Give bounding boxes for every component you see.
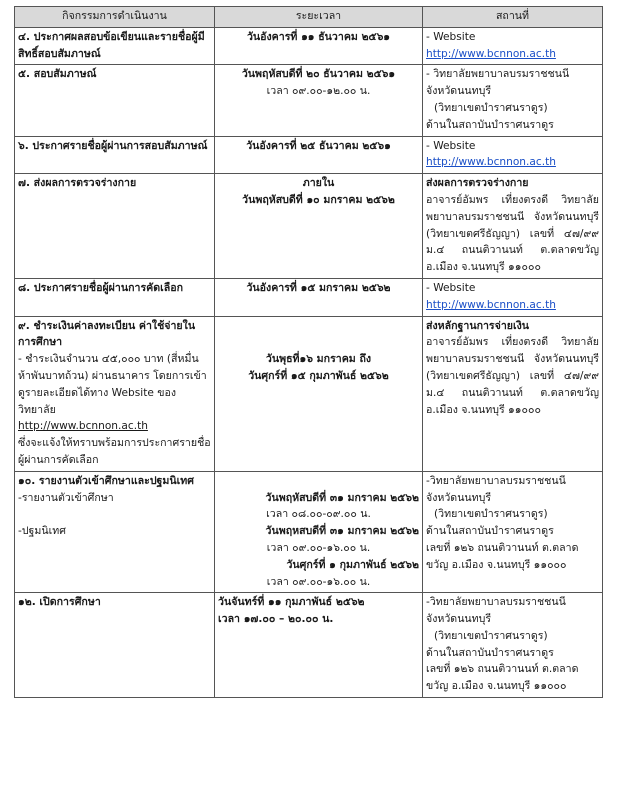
place-title: ส่งผลการตรวจร่างกาย — [426, 177, 529, 190]
period-date: วันพฤหัสบดีที่ ๓๑ มกราคม ๒๕๖๒ — [265, 491, 419, 504]
activity-cell: ๘. ประกาศรายชื่อผู้ผ่านการคัดเลือก — [15, 278, 215, 316]
activity-sub: -รายงานตัวเข้าศึกษา — [18, 491, 114, 504]
place-line: เลขที่ ๑๒๖ ถนนติวานนท์ ต.ตลาดขวัญ อ.เมือง จ.นนทบุรี ๑๑๐๐๐ — [426, 541, 579, 571]
website-link[interactable]: http://www.bcnnon.ac.th — [426, 298, 556, 311]
activity-cell: ๑๒. เปิดการศึกษา — [15, 593, 215, 698]
table-row — [15, 471, 603, 593]
activity-cell: ๗. ส่งผลการตรวจร่างกาย — [15, 174, 215, 279]
place-text: อาจารย์อัมพร เที่ยงตรงดี วิทยาลัยพยาบาลบรมราชชนนี จังหวัดนนทบุรี (วิทยาเขตศรีธัญญา) เลขที่ ๔๗/๙๙ ม.๔ ถนนติวานนท์ ต.ตลาดขวัญ อ.เมือง จ.นนทบุรี ๑๑๐๐๐ — [426, 193, 599, 274]
place-cell — [423, 27, 603, 65]
place-text: อาจารย์อัมพร เที่ยงตรงดี วิทยาลัยพยาบาลบรมราชชนนี จังหวัดนนทบุรี (วิทยาเขตศรีธัญญา) เลขที่ ๔๗/๙๙ ม.๔ ถนนติวานนท์ ต.ตลาดขวัญ อ.เมือง จ.นนทบุรี ๑๑๐๐๐ — [426, 336, 599, 416]
table-row — [15, 316, 603, 471]
place-line: ด้านในสถาบันบำราศนราดูร — [426, 525, 554, 538]
place-cell — [423, 65, 603, 136]
period-cell — [215, 316, 423, 471]
place-line: - วิทยาลัยพยาบาลบรมราชชนนี จังหวัดนนทบุรี — [426, 68, 570, 98]
place-line: -วิทยาลัยพยาบาลบรมราชชนนี จังหวัดนนทบุรี — [426, 596, 566, 626]
activity-text: ซึ่งจะแจ้งให้ทราบพร้อมการประกาศรายชื่อผู้ผ่านการคัดเลือก — [18, 437, 211, 466]
activity-cell: ๔. ประกาศผลสอบข้อเขียนและรายชื่อผู้มีสิทธิ์สอบสัมภาษณ์ — [15, 27, 215, 65]
place-title: ส่งหลักฐานการจ่ายเงิน — [426, 319, 530, 332]
place-cell — [423, 136, 603, 174]
place-line: (วิทยาเขตบำราศนราดูร) — [434, 629, 548, 642]
table-row — [15, 27, 603, 65]
table-row — [15, 65, 603, 136]
header-period: ระยะเวลา — [215, 7, 423, 28]
place-line: ด้านในสถาบันบำราศนราดูร — [426, 118, 554, 131]
table-row — [15, 278, 603, 316]
website-link[interactable]: http://www.bcnnon.ac.th — [426, 156, 556, 169]
place-label: - Website — [426, 30, 476, 43]
website-link[interactable]: http://www.bcnnon.ac.th — [426, 47, 556, 60]
place-label: - Website — [426, 139, 476, 152]
period-cell — [215, 471, 423, 593]
schedule-document — [14, 6, 602, 698]
activity-cell — [15, 471, 215, 593]
table-row — [15, 136, 603, 174]
activity-title: ๑๐. รายงานตัวเข้าศึกษาและปฐมนิเทศ — [18, 474, 194, 487]
activity-cell — [15, 316, 215, 471]
activity-cell: ๕. สอบสัมภาษณ์ — [15, 65, 215, 136]
period-line: วันพุธที่๑๖ มกราคม ถึง — [265, 353, 372, 366]
period-time: เวลา ๑๗.๐๐ – ๒๐.๐๐ น. — [218, 613, 334, 626]
activity-sub: -ปฐมนิเทศ — [18, 525, 66, 538]
place-cell — [423, 593, 603, 698]
place-line: เลขที่ ๑๒๖ ถนนติวานนท์ ต.ตลาดขวัญ อ.เมือง จ.นนทบุรี ๑๑๐๐๐ — [426, 663, 579, 693]
period-time: เวลา ๐๙.๐๐-๑๖.๐๐ น. — [266, 541, 371, 554]
period-date: วันพฤหัสบดีที่ ๒๐ ธันวาคม ๒๕๖๑ — [241, 68, 396, 81]
schedule-table — [14, 6, 603, 698]
activity-cell: ๖. ประกาศรายชื่อผู้ผ่านการสอบสัมภาษณ์ — [15, 136, 215, 174]
period-time: เวลา ๐๘.๐๐-๐๙.๐๐ น. — [266, 508, 371, 521]
place-label: - Website — [426, 281, 476, 294]
period-cell: วันอังคารที่ ๑๕ มกราคม ๒๕๖๒ — [215, 278, 423, 316]
header-activity: กิจกรรมการดำเนินงาน — [15, 7, 215, 28]
table-row — [15, 593, 603, 698]
place-line: -วิทยาลัยพยาบาลบรมราชชนนี จังหวัดนนทบุรี — [426, 474, 566, 504]
place-cell — [423, 471, 603, 593]
activity-title: ๙. ชำระเงินค่าลงทะเบียน ค่าใช้จ่ายในการศึกษา — [18, 319, 196, 349]
period-line: วันพฤหัสบดีที่ ๑๐ มกราคม ๒๕๖๒ — [242, 193, 395, 206]
period-line: วันศุกร์ที่ ๑๕ กุมภาพันธ์ ๒๕๖๒ — [248, 369, 389, 382]
place-line: (วิทยาเขตบำราศนราดูร) — [434, 101, 548, 114]
period-cell: วันอังคารที่ ๒๕ ธันวาคม ๒๕๖๑ — [215, 136, 423, 174]
header-place: สถานที่ — [423, 7, 603, 28]
period-date: วันศุกร์ที่ ๑ กุมภาพันธ์ ๒๕๖๒ — [286, 558, 419, 571]
period-time: เวลา ๐๙.๐๐-๑๒.๐๐ น. — [266, 85, 371, 98]
place-cell — [423, 316, 603, 471]
period-cell — [215, 65, 423, 136]
period-cell: วันอังคารที่ ๑๑ ธันวาคม ๒๕๖๑ — [215, 27, 423, 65]
period-cell — [215, 174, 423, 279]
table-header-row — [15, 7, 603, 28]
period-date: วันพฤหสบดีที่ ๓๑ มกราคม ๒๕๖๒ — [265, 525, 419, 538]
period-date: วันจันทร์ที่ ๑๑ กุมภาพันธ์ ๒๕๖๒ — [218, 596, 365, 609]
period-line: ภายใน — [302, 177, 335, 190]
table-row — [15, 174, 603, 279]
place-cell — [423, 278, 603, 316]
period-cell — [215, 593, 423, 698]
place-line: ด้านในสถาบันบำราศนราดูร — [426, 646, 554, 659]
activity-text: - ชำระเงินจำนวน ๔๕,๐๐๐ บาท (สี่หมื่นห้าพันบาทถ้วน) ผ่านธนาคาร โดยการเข้าดูรายละเอียดได้ทาง Website ของวิทยาลัย — [18, 353, 207, 416]
period-time: เวลา ๐๙.๐๐-๑๖.๐๐ น. — [266, 575, 371, 588]
place-cell — [423, 174, 603, 279]
website-link[interactable]: http://www.bcnnon.ac.th — [18, 420, 148, 433]
place-line: (วิทยาเขตบำราศนราดูร) — [434, 508, 548, 521]
